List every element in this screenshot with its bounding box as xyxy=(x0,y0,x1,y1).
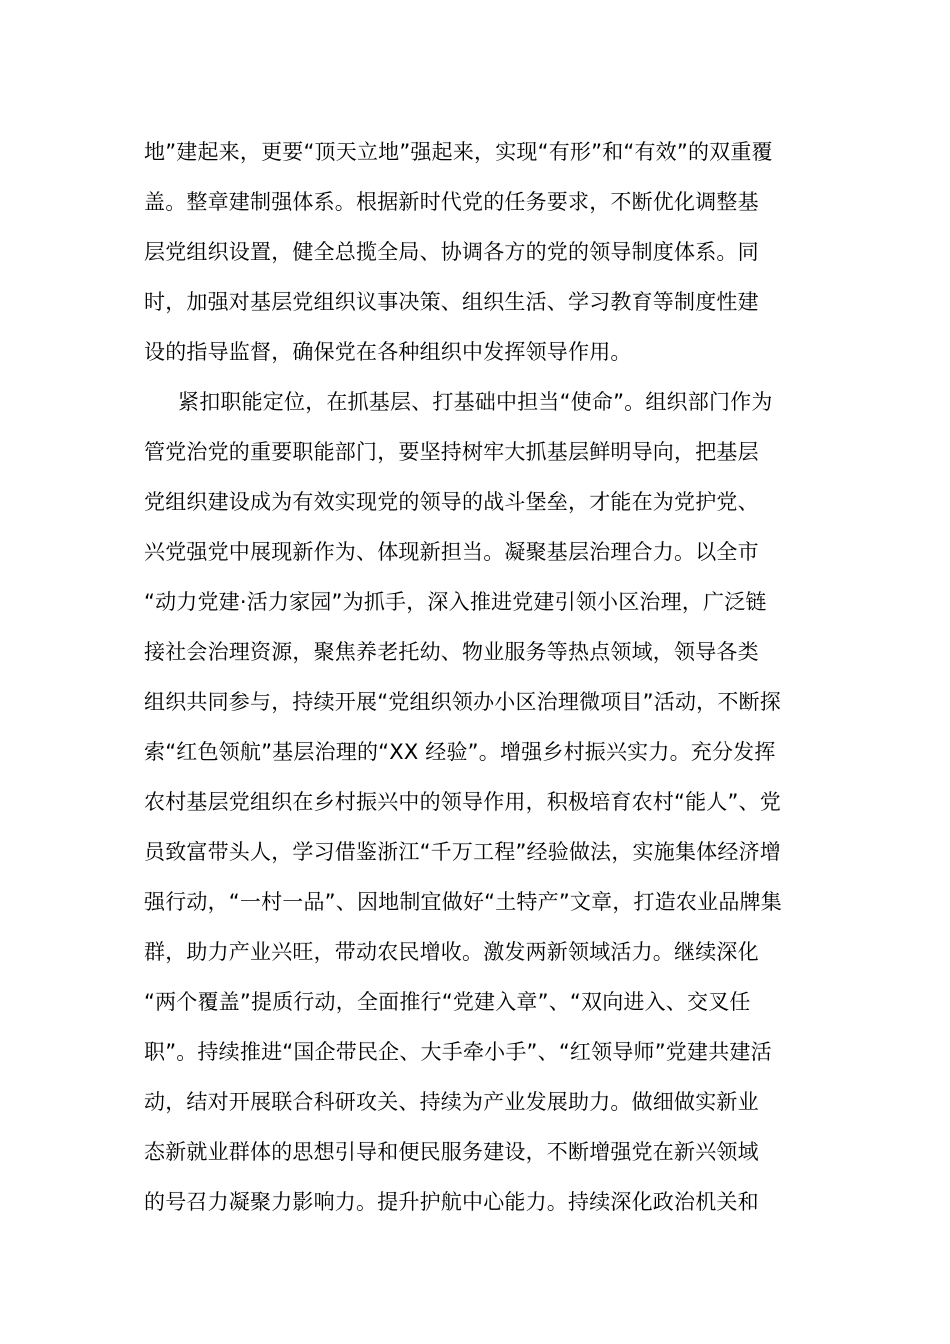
text-line-18: “两个覆盖”提质行动，全面推行“党建入章”、“双向进入、交叉任 xyxy=(144,990,751,1014)
text-line-4: 时，加强对基层党组织议事决策、组织生活、学习教育等制度性建 xyxy=(144,290,759,314)
text-line-3: 层党组织设置，健全总揽全局、协调各方的党的领导制度体系。同 xyxy=(144,240,759,264)
text-line-21: 态新就业群体的思想引导和便民服务建设，不断增强党在新兴领域 xyxy=(144,1140,759,1164)
text-line-2: 盖。整章建制强体系。根据新时代党的任务要求，不断优化调整基 xyxy=(144,190,759,214)
text-line-9: 兴党强党中展现新作为、体现新担当。凝聚基层治理合力。以全市 xyxy=(144,540,759,564)
text-line-20: 动，结对开展联合科研攻关、持续为产业发展助力。做细做实新业 xyxy=(144,1090,759,1114)
text-line-12: 组织共同参与，持续开展“党组织领办小区治理微项目”活动，不断探 xyxy=(144,690,781,714)
text-line-11: 接社会治理资源，聚焦养老托幼、物业服务等热点领域，领导各类 xyxy=(144,640,759,664)
text-line-19: 职”。持续推进“国企带民企、大手牵小手”、“红领导师”党建共建活 xyxy=(144,1040,772,1064)
text-line-6-paragraph-start: 紧扣职能定位，在抓基层、打基础中担当“使命”。组织部门作为 xyxy=(178,390,773,414)
text-line-17: 群，助力产业兴旺，带动农民增收。激发两新领域活力。继续深化 xyxy=(144,940,759,964)
text-line-14: 农村基层党组织在乡村振兴中的领导作用，积极培育农村“能人”、党 xyxy=(144,790,781,814)
text-line-15: 员致富带头人，学习借鉴浙江“千万工程”经验做法，实施集体经济增 xyxy=(144,840,781,864)
text-line-1: 地”建起来，更要“顶天立地”强起来，实现“有形”和“有效”的双重覆 xyxy=(144,140,773,164)
text-line-10: “动力党建·活力家园”为抓手，深入推进党建引领小区治理，广泛链 xyxy=(144,590,767,614)
text-line-8: 党组织建设成为有效实现党的领导的战斗堡垒，才能在为党护党、 xyxy=(144,490,759,514)
text-line-7: 管党治党的重要职能部门，要坚持树牢大抓基层鲜明导向，把基层 xyxy=(144,440,759,464)
text-line-22: 的号召力凝聚力影响力。提升护航中心能力。持续深化政治机关和 xyxy=(144,1190,759,1214)
text-line-16: 强行动，“一村一品”、因地制宜做好“土特产”文章，打造农业品牌集 xyxy=(144,890,782,914)
body-text xyxy=(144,127,808,1227)
text-line-5: 设的指导监督，确保党在各种组织中发挥领导作用。 xyxy=(144,340,632,364)
text-line-13: 索“红色领航”基层治理的“XX 经验”。增强乡村振兴实力。充分发挥 xyxy=(144,740,776,764)
